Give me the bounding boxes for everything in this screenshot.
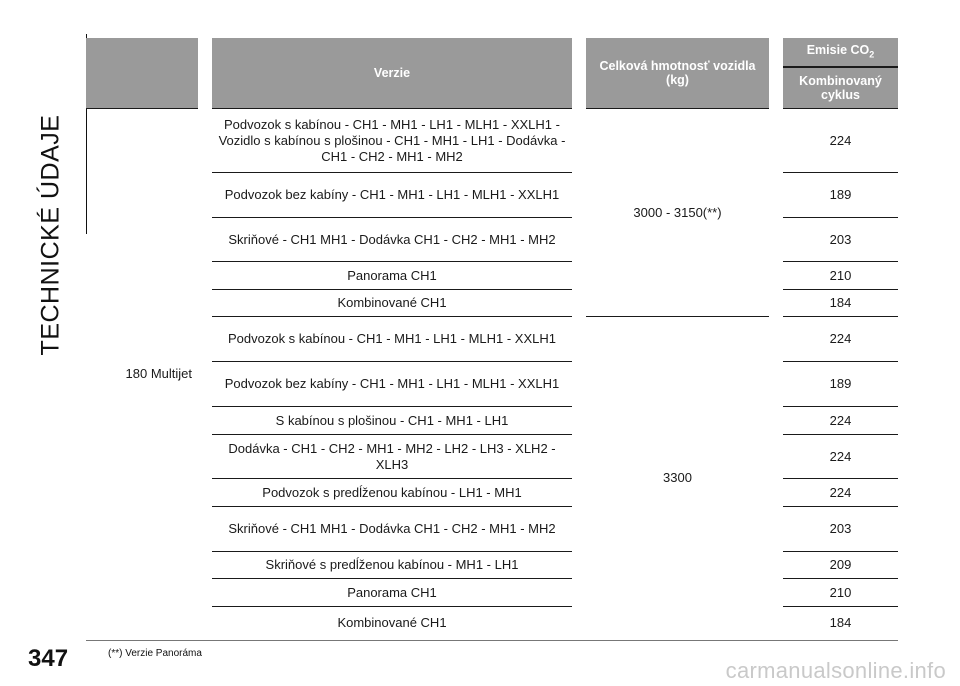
- table-body: [86, 109, 898, 640]
- version-cell: Panorama CH1: [212, 579, 572, 607]
- co2-cell: 203: [783, 507, 898, 552]
- version-cell: Panorama CH1: [212, 262, 572, 290]
- co2-cell: 189: [783, 173, 898, 218]
- co2-cell: 224: [783, 317, 898, 362]
- footer-divider: [86, 640, 898, 641]
- co2-cell: 184: [783, 290, 898, 317]
- version-cell: Skriňové - CH1 MH1 - Dodávka CH1 - CH2 - MH1 - MH2: [212, 218, 572, 262]
- co2-cell: 203: [783, 218, 898, 262]
- page-number: 347: [28, 645, 69, 672]
- version-cell: Podvozok bez kabíny - CH1 - MH1 - LH1 - MLH1 - XXLH1: [212, 173, 572, 218]
- co2-cell: 224: [783, 109, 898, 173]
- table-row: [86, 109, 898, 173]
- header-combined-cycle: Kombinovaný cyklus: [783, 67, 898, 109]
- co2-cell: 209: [783, 552, 898, 579]
- version-cell: Skriňové s predĺženou kabínou - MH1 - LH1: [212, 552, 572, 579]
- version-cell: Podvozok s kabínou - CH1 - MH1 - LH1 - MLH1 - XXLH1: [212, 317, 572, 362]
- version-cell: Podvozok bez kabíny - CH1 - MH1 - LH1 - MLH1 - XXLH1: [212, 362, 572, 407]
- engine-cell: 180 Multijet: [86, 109, 198, 640]
- mass-cell: 3000 - 3150(**): [586, 109, 769, 317]
- co2-cell: 224: [783, 479, 898, 507]
- footnote: (**) Verzie Panoráma: [108, 648, 202, 659]
- version-cell: Podvozok s kabínou - CH1 - MH1 - LH1 - MLH1 - XXLH1 - Vozidlo s kabínou s plošinou - CH1 - MH1 - LH1 - Dodávka - CH1 - CH2 - MH1 - MH2: [212, 109, 572, 173]
- header-version: Verzie: [212, 38, 572, 109]
- header-mass: Celková hmotnosť vozidla (kg): [586, 38, 769, 109]
- section-title-text: TECHNICKÉ ÚDAJE: [36, 114, 65, 356]
- version-cell: Skriňové - CH1 MH1 - Dodávka CH1 - CH2 - MH1 - MH2: [212, 507, 572, 552]
- co2-cell: 210: [783, 262, 898, 290]
- emissions-table: [86, 38, 898, 640]
- co2-cell: 224: [783, 435, 898, 479]
- version-cell: Dodávka - CH1 - CH2 - MH1 - MH2 - LH2 - LH3 - XLH2 - XLH3: [212, 435, 572, 479]
- version-cell: S kabínou s plošinou - CH1 - MH1 - LH1: [212, 407, 572, 435]
- version-cell: Kombinované CH1: [212, 290, 572, 317]
- header-co2-emissions: Emisie $CO_2$: [783, 38, 898, 67]
- header-engine-blank: [86, 38, 198, 109]
- co2-cell: 210: [783, 579, 898, 607]
- version-cell: Podvozok s predĺženou kabínou - LH1 - MH1: [212, 479, 572, 507]
- table-header: [86, 38, 898, 109]
- mass-cell: 3300: [586, 317, 769, 640]
- watermark: carmanualsonline.info: [725, 658, 946, 683]
- co2-cell: 184: [783, 607, 898, 640]
- co2-cell: 189: [783, 362, 898, 407]
- co2-cell: 224: [783, 407, 898, 435]
- version-cell: Kombinované CH1: [212, 607, 572, 640]
